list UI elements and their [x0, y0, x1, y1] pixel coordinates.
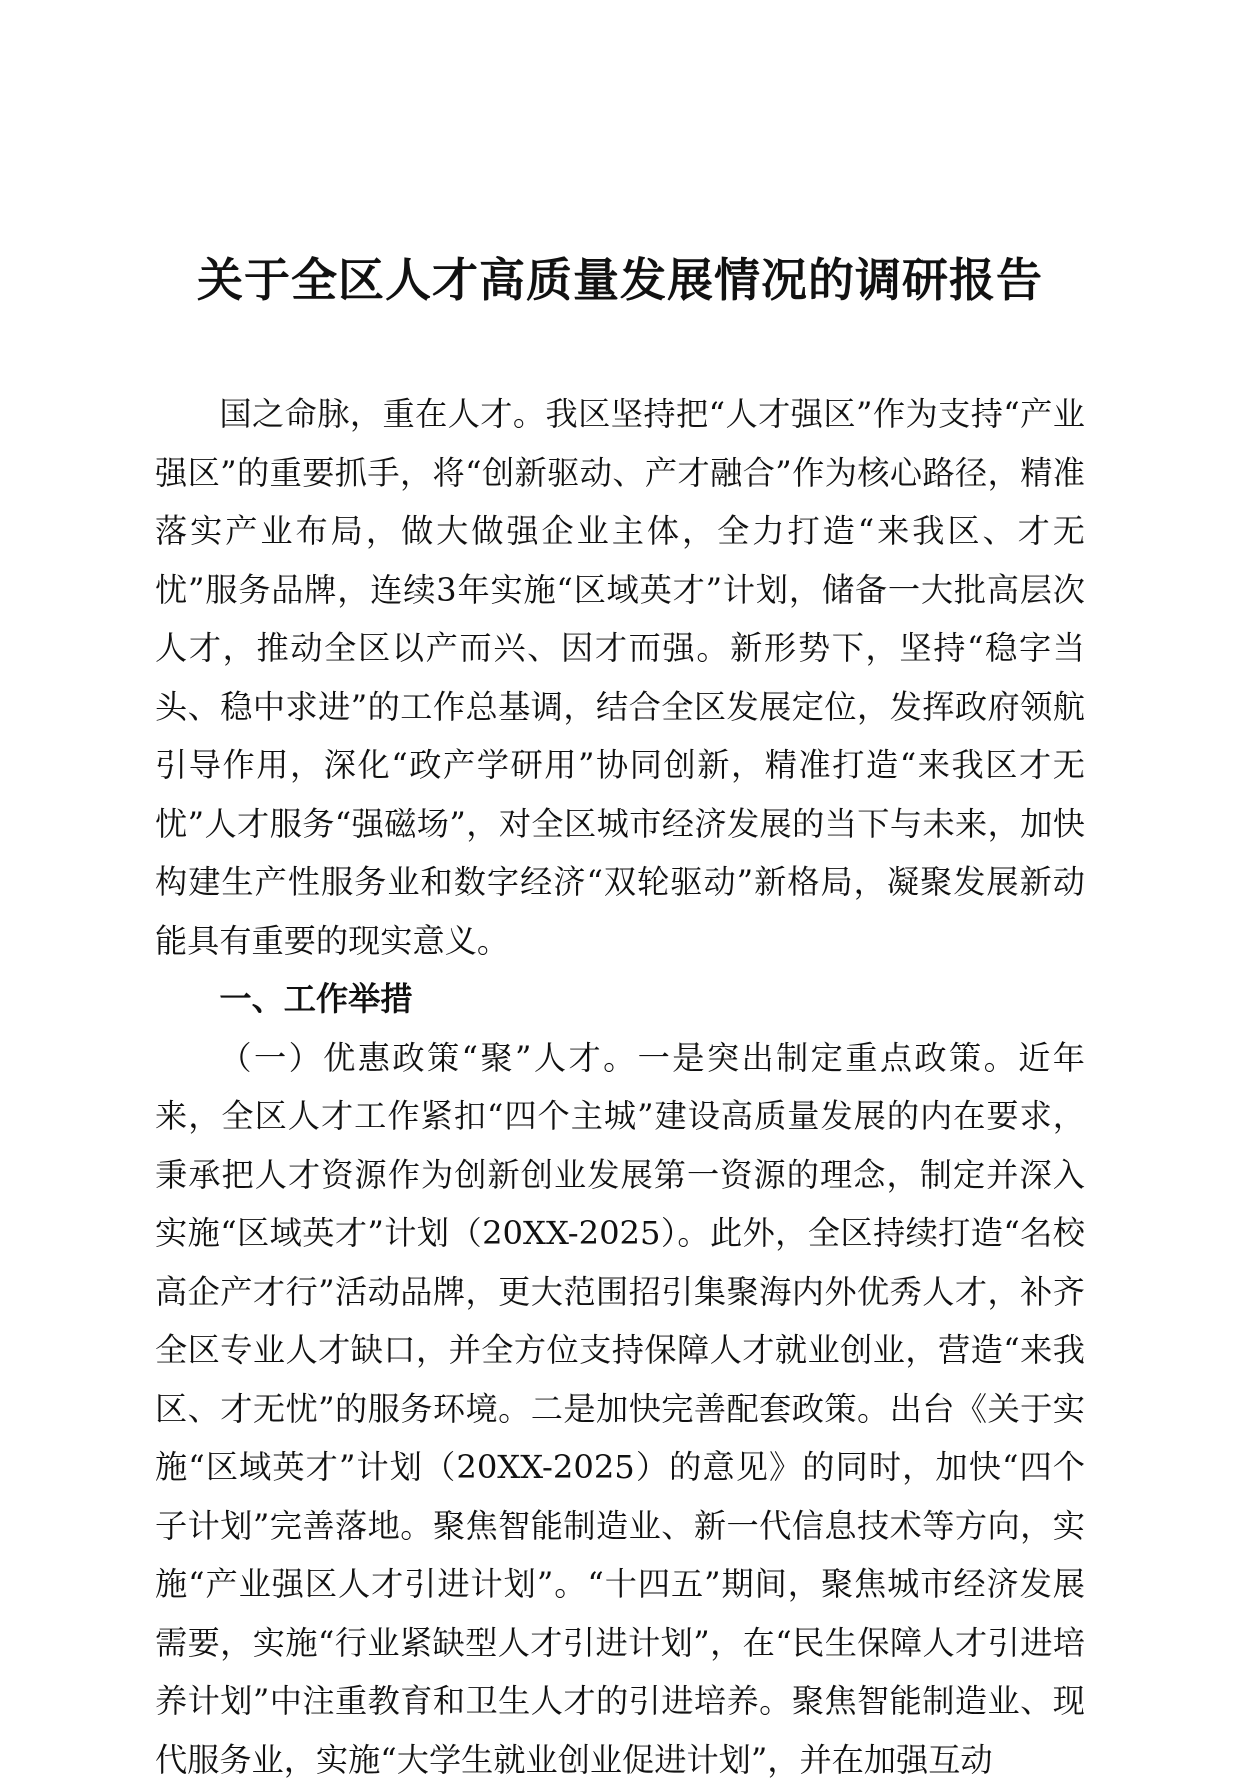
document-title: 关于全区人才高质量发展情况的调研报告 [120, 250, 1120, 310]
intro-paragraph: 国之命脉，重在人才。我区坚持把“人才强区”作为支持“产业强区”的重要抓手，将“创新驱动、产才融合”作为核心路径，精准落实产业布局，做大做强企业主体，全力打造“来我区、才无忧”服务品牌，连续3年实施“区域英才”计划，储备一大批高层次人才，推动全区以产而兴、因才而强。新形势下，坚持“稳字当头、稳中求进”的工作总基调，结合全区发展定位，发挥政府领航引导作用，深化“政产学研用”协同创新，精准打造“来我区才无忧”人才服务“强磁场”，对全区城市经济发展的当下与未来，加快构建生产性服务业和数字经济“双轮驱动”新格局，凝聚发展新动能具有重要的现实意义。 [155, 385, 1085, 970]
document-body [155, 385, 1085, 1789]
section-paragraph: （一）优惠政策“聚”人才。一是突出制定重点政策。近年来，全区人才工作紧扣“四个主城”建设高质量发展的内在要求，秉承把人才资源作为创新创业发展第一资源的理念，制定并深入实施“区域英才”计划（20XX-2025）。此外，全区持续打造“名校高企产才行”活动品牌，更大范围招引集聚海内外优秀人才，补齐全区专业人才缺口，并全方位支持保障人才就业创业，营造“来我区、才无忧”的服务环境。二是加快完善配套政策。出台《关于实施“区域英才”计划（20XX-2025）的意见》的同时，加快“四个子计划”完善落地。聚焦智能制造业、新一代信息技术等方向，实施“产业强区人才引进计划”。“十四五”期间，聚焦城市经济发展需要，实施“行业紧缺型人才引进计划”，在“民生保障人才引进培养计划”中注重教育和卫生人才的引进培养。聚焦智能制造业、现代服务业，实施“大学生就业创业促进计划”，并在加强互动 [155, 1029, 1085, 1789]
section-heading: 一、工作举措 [155, 970, 1085, 1029]
